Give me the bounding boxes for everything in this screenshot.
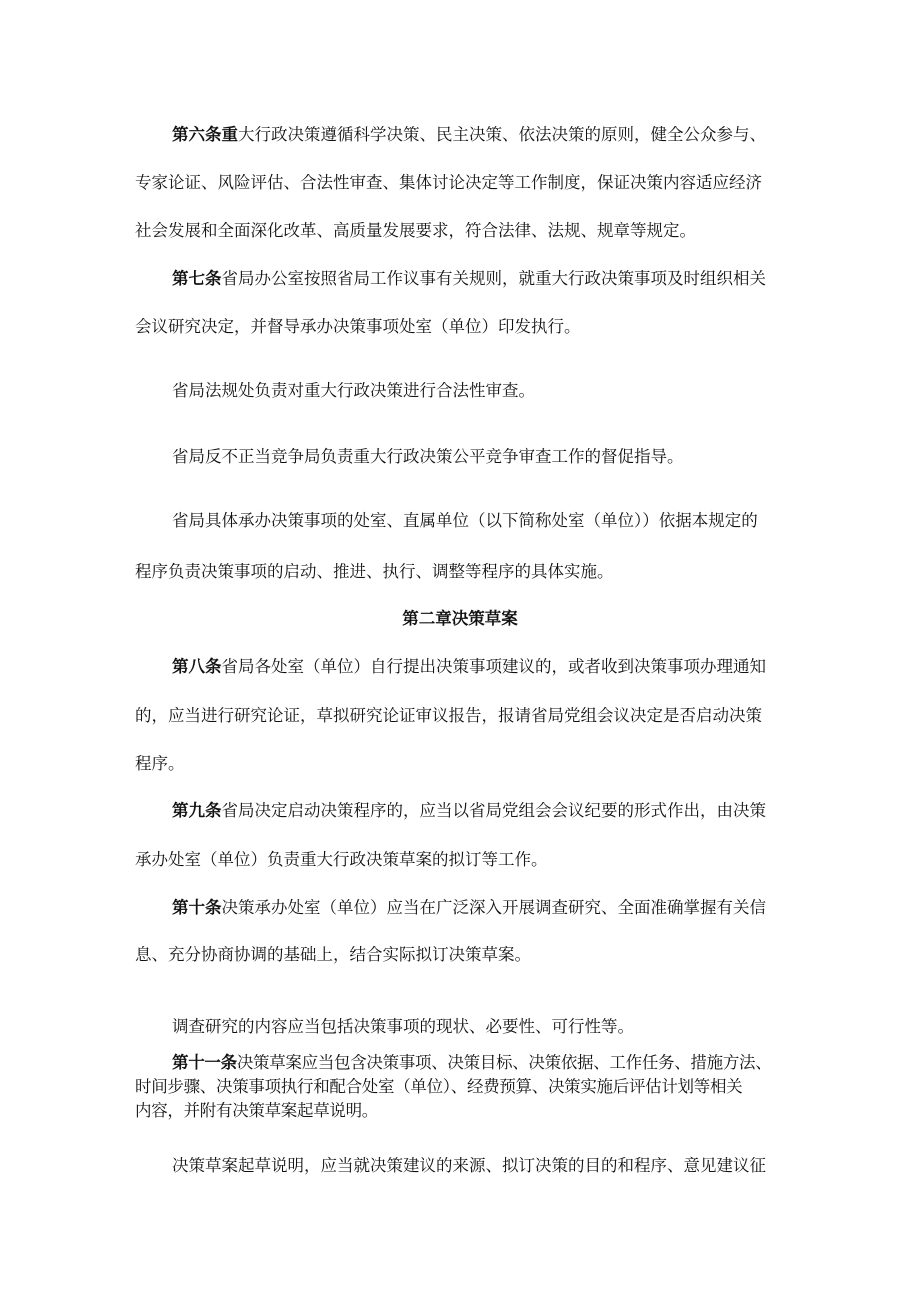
article7-para4-line2: 程序负责决策事项的启动、推进、执行、调整等程序的具体实施。 [135,562,614,581]
article8-label: 第八条 [172,657,222,676]
article11-line1: 第十一条决策草案应当包含决策事项、决策目标、决策依据、工作任务、措施方法、 [172,1053,772,1072]
article9-line2: 承办处室（单位）负责重大行政决策草案的拟订等工作。 [135,850,548,869]
article11-line2: 时间步骤、决策事项执行和配合处室（单位）、经费预算、决策实施后评估计划等相关 [135,1077,743,1096]
article10-label: 第十条 [172,898,222,917]
article11-line3: 内容，并附有决策草案起草说明。 [135,1101,379,1120]
article10-line1: 第十条决策承办处室（单位）应当在广泛深入开展调查研究、全面准确掌握有关信 [172,898,766,917]
article9-label: 第九条 [172,801,222,820]
article11-para2: 决策草案起草说明，应当就决策建议的来源、拟订决策的目的和程序、意见建议征 [172,1156,766,1175]
article7-label: 第七条 [172,269,222,288]
article6-line1: 第六条重大行政决策遵循科学决策、民主决策、依法决策的原则，健全公众参与、 [172,125,766,144]
article11-label: 第十一条 [172,1053,237,1072]
article10-line2: 息、充分协商协调的基础上，结合实际拟订决策草案。 [135,945,531,964]
article7-line1: 第七条省局办公室按照省局工作议事有关规则，就重大行政决策事项及时组织相关 [172,269,766,288]
article8-line3: 程序。 [135,754,185,773]
article7-para4-line1: 省局具体承办决策事项的处室、直属单位（以下简称处室（单位））依据本规定的 [172,511,758,530]
article8-line1: 第八条省局各处室（单位）自行提出决策事项建议的，或者收到决策事项办理通知 [172,657,766,676]
article6-label: 第六条重 [172,125,238,144]
article7-para3: 省局反不正当竞争局负责重大行政决策公平竞争审查工作的督促指导。 [172,447,684,466]
article7-para2: 省局法规处负责对重大行政决策进行合法性审查。 [172,381,535,400]
chapter-title: 第二章决策草案 [402,609,518,628]
article10-para2: 调查研究的内容应当包括决策事项的现状、必要性、可行性等。 [172,1017,634,1036]
article6-line2: 专家论证、风险评估、合法性审查、集体讨论决定等工作制度，保证决策内容适应经济 [135,173,762,192]
article7-line2: 会议研究决定，并督导承办决策事项处室（单位）印发执行。 [135,317,581,336]
article9-line1: 第九条省局决定启动决策程序的，应当以省局党组会会议纪要的形式作出，由决策 [172,801,766,820]
article6-line3: 社会发展和全面深化改革、高质量发展要求，符合法律、法规、规章等规定。 [135,221,696,240]
article8-line2: 的，应当进行研究论证，草拟研究论证审议报告，报请省局党组会议决定是否启动决策 [135,706,762,725]
